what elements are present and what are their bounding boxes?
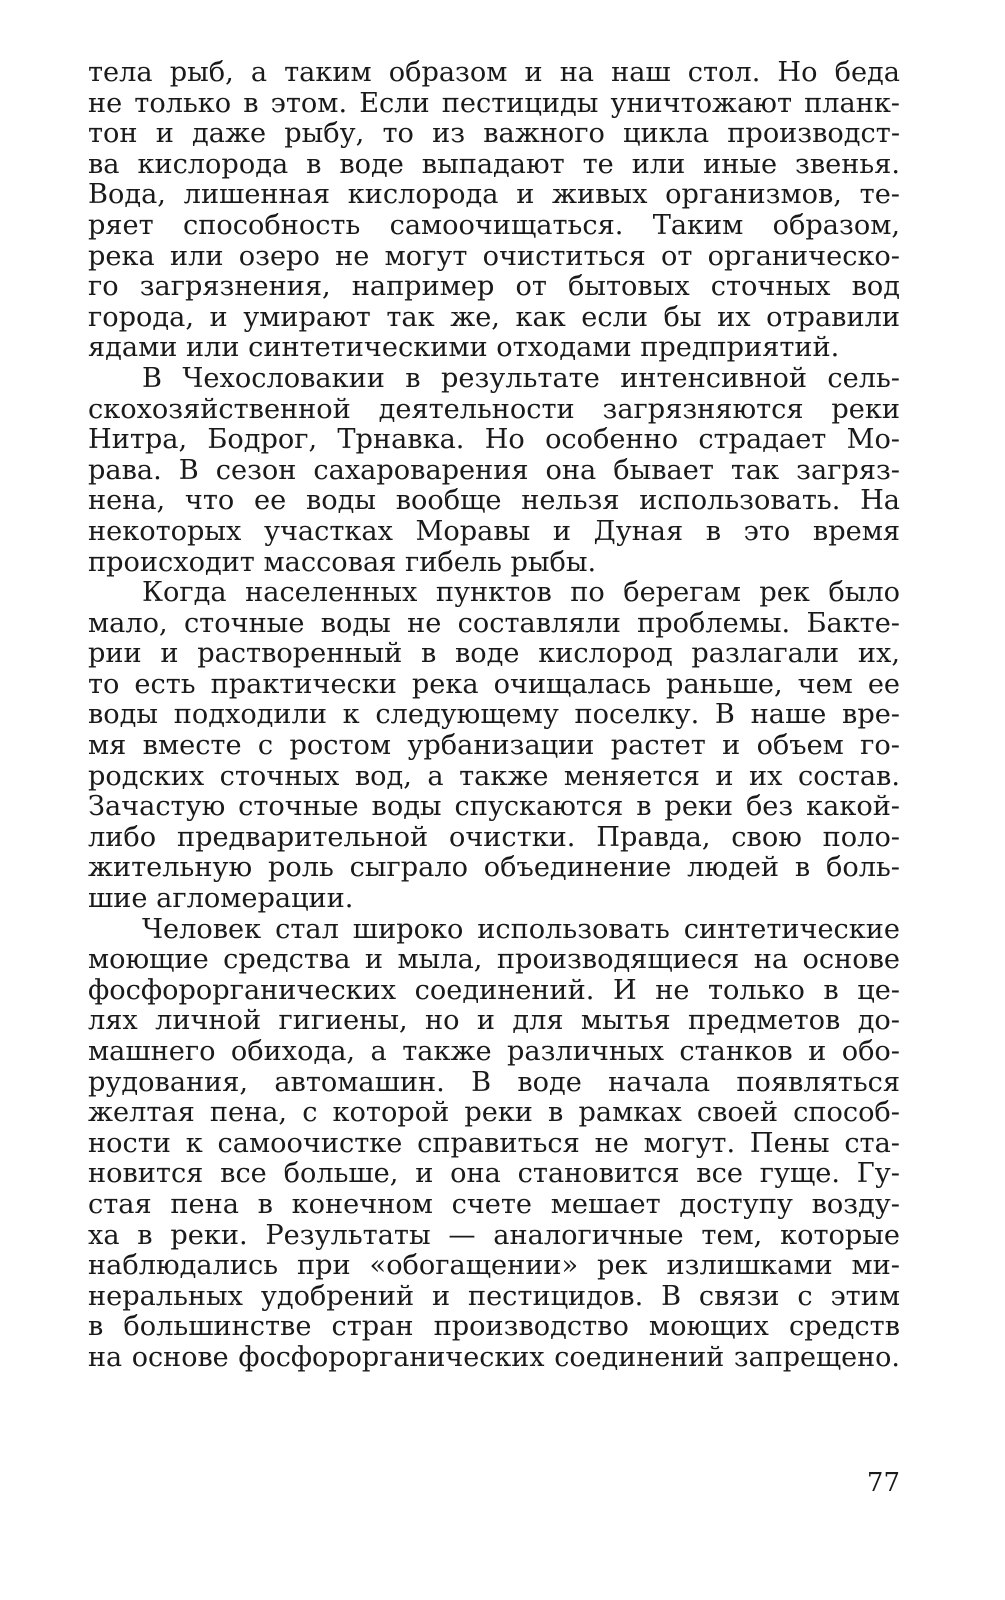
text-line: наблюдались при «обогащении» рек излишками ми-: [88, 1250, 900, 1282]
text-line: города, и умирают так же, как если бы их отравили: [88, 301, 900, 333]
text-line: Нитра, Бодрог, Трнавка. Но особенно страдает Мо-: [88, 424, 900, 456]
paragraph-4: [88, 915, 900, 1374]
text-line: воды подходили к следующему поселку. В наше вре-: [88, 699, 900, 731]
text-line: рудования, автомашин. В воде начала появляться: [88, 1066, 900, 1098]
text-line: Вода, лишенная кислорода и живых организмов, те-: [88, 179, 900, 211]
text-line: Зачастую сточные воды спускаются в реки без какой-: [88, 791, 900, 823]
text-line: неральных удобрений и пестицидов. В связи с этим: [88, 1280, 900, 1312]
text-line: фосфорорганических соединений. И не только в це-: [88, 974, 900, 1006]
text-line: жительную роль сыграло объединение людей в боль-: [88, 852, 900, 884]
text-line: Человек стал широко использовать синтетические: [142, 913, 900, 945]
text-line: нена, что ее воды вообще нельзя использовать. На: [88, 485, 900, 517]
text-line: либо предварительной очистки. Правда, свою поло-: [88, 821, 900, 853]
text-line: родских сточных вод, а также меняется и их состав.: [88, 760, 900, 792]
text-line: скохозяйственной деятельности загрязняются реки: [88, 393, 900, 425]
paragraph-1: [88, 58, 900, 364]
text-line: мало, сточные воды не составляли проблемы. Бакте-: [88, 607, 900, 639]
text-line: не только в этом. Если пестициды уничтожают планк-: [88, 87, 900, 119]
text-line: моющие средства и мыла, производящиеся на основе: [88, 944, 900, 976]
text-line: ности к самоочистке справиться не могут. Пены ста-: [88, 1127, 900, 1159]
text-line: лях личной гигиены, но и для мытья предметов до-: [88, 1005, 900, 1037]
text-line: в большинстве стран производство моющих средств: [88, 1311, 900, 1343]
text-line: рии и растворенный в воде кислород разлагали их,: [88, 638, 900, 670]
paragraph-3: [88, 578, 900, 915]
text-line: мя вместе с ростом урбанизации растет и объем го-: [88, 730, 900, 762]
paragraph-2: [88, 364, 900, 578]
text-line: происходит массовая гибель рыбы.: [88, 546, 597, 578]
text-line: рава. В сезон сахароварения она бывает так загряз-: [88, 454, 900, 486]
text-line: тела рыб, а таким образом и на наш стол. Но беда: [88, 57, 900, 88]
text-line: то есть практически река очищалась раньше, чем ее: [88, 668, 900, 700]
text-line: В Чехословакии в результате интенсивной сель-: [142, 362, 900, 394]
text-line: тон и даже рыбу, то из важного цикла производст-: [88, 118, 900, 150]
text-line: на основе фосфорорганических соединений запрещено.: [88, 1341, 900, 1373]
text-line: некоторых участках Моравы и Дуная в это время: [88, 515, 900, 547]
page-body: [88, 58, 900, 1374]
text-line: ряет способность самоочищаться. Таким образом,: [88, 209, 900, 241]
text-line: го загрязнения, например от бытовых сточных вод: [88, 271, 900, 303]
text-line: ва кислорода в воде выпадают те или иные звенья.: [88, 148, 900, 180]
text-line: Когда населенных пунктов по берегам рек было: [142, 577, 900, 609]
text-line: желтая пена, с которой реки в рамках своей способ-: [88, 1097, 900, 1129]
text-line: новится все больше, и она становится все гуще. Гу-: [88, 1158, 900, 1190]
text-line: ядами или синтетическими отходами предприятий.: [88, 332, 840, 364]
text-line: шие агломерации.: [88, 883, 354, 915]
text-line: река или озеро не могут очиститься от органическо-: [88, 240, 900, 272]
text-line: стая пена в конечном счете мешает доступу возду-: [88, 1188, 900, 1220]
text-line: машнего обихода, а также различных станков и обо-: [88, 1036, 900, 1067]
page-number: 77: [866, 1468, 900, 1498]
text-line: ха в реки. Результаты — аналогичные тем, которые: [88, 1219, 900, 1251]
